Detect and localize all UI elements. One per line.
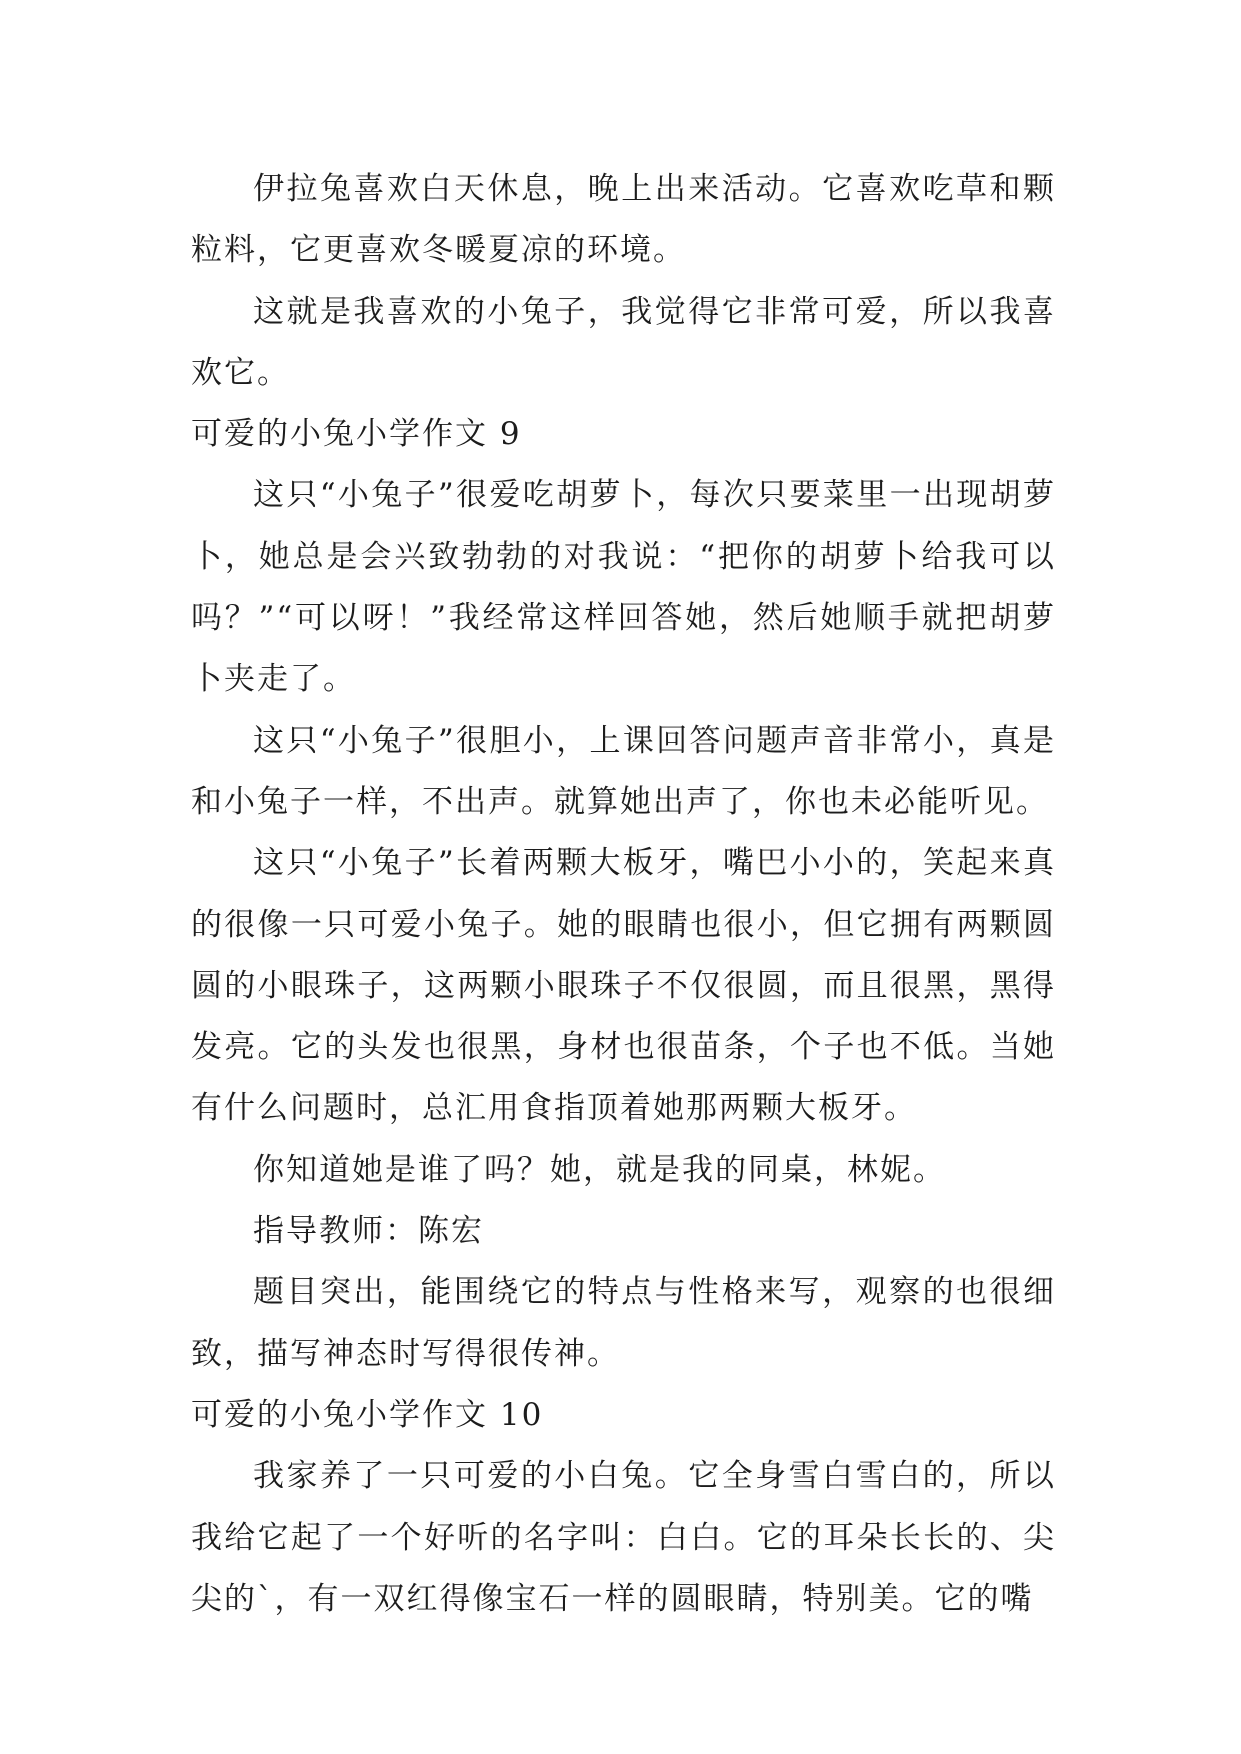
paragraph-timid: 这只“小兔子”很胆小，上课回答问题声音非常小，真是和小兔子一样，不出声。就算她出声了，你也未必能听见。 (191, 722, 1056, 820)
teacher-comment: 题目突出，能围绕它的特点与性格来写，观察的也很细致，描写神态时写得很传神。 (191, 1274, 1056, 1372)
essay-10-title: 可爱的小兔小学作文 10 (191, 1396, 544, 1433)
paragraph-carrots: 这只“小兔子”很爱吃胡萝卜，每次只要菜里一出现胡萝卜，她总是会兴致勃勃的对我说：“把你的胡萝卜给我可以吗？”“可以呀！”我经常这样回答她，然后她顺手就把胡萝卜夹走了。 (191, 477, 1056, 698)
paragraph-white-rabbit: 我家养了一只可爱的小白兔。它全身雪白雪白的，所以我给它起了一个好听的名字叫：白白。它的耳朵长长的、尖尖的`，有一双红得像宝石一样的圆眼睛，特别美。它的嘴 (191, 1458, 1056, 1617)
paragraph-appearance: 这只“小兔子”长着两颗大板牙，嘴巴小小的，笑起来真的很像一只可爱小兔子。她的眼睛也很小，但它拥有两颗圆圆的小眼珠子，这两颗小眼珠子不仅很圆，而且很黑，黑得发亮。它的头发也很黑，身材也很苗条，个子也不低。当她有什么问题时，总汇用食指顶着她那两颗大板牙。 (191, 845, 1056, 1127)
document-body (191, 159, 1056, 1630)
paragraph-reveal: 你知道她是谁了吗？她，就是我的同桌，林妮。 (253, 1151, 946, 1188)
teacher-credit: 指导教师：陈宏 (253, 1213, 484, 1250)
paragraph-essay8-conclusion: 这就是我喜欢的小兔子，我觉得它非常可爱，所以我喜欢它。 (191, 293, 1056, 391)
essay-9-title: 可爱的小兔小学作文 9 (191, 416, 522, 453)
paragraph-rabbit-habits: 伊拉兔喜欢白天休息，晚上出来活动。它喜欢吃草和颗粒料，它更喜欢冬暖夏凉的环境。 (191, 171, 1056, 269)
